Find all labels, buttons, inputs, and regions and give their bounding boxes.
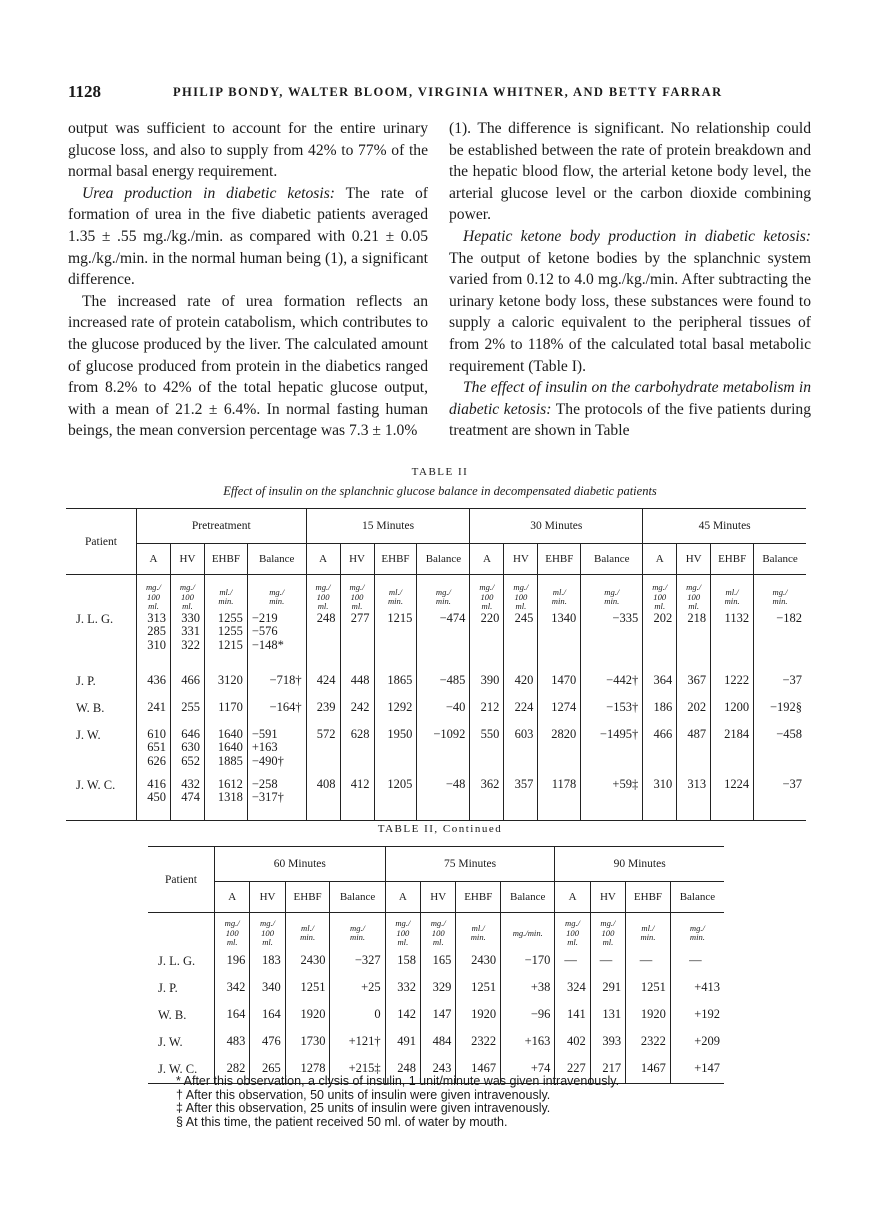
- table-cell: 248: [385, 1056, 420, 1084]
- table-cell: −327: [330, 948, 385, 975]
- column-header: A: [470, 544, 504, 575]
- table-cell: −458: [776, 726, 802, 741]
- section-heading: The effect of insulin on the carbohydrate metabolism in diabetic ketosis:: [449, 379, 811, 418]
- table-cell: 202: [643, 612, 677, 674]
- unit-label: ml./ min.: [538, 575, 581, 612]
- table-cell: 1340: [538, 612, 581, 674]
- unit-label: mg./ 100 ml.: [470, 575, 504, 612]
- table-cell: −1092: [417, 728, 470, 778]
- table-cell: 1215: [374, 612, 417, 674]
- table-cell: 1865: [374, 674, 417, 701]
- table-cell: 330 331 322: [170, 612, 204, 674]
- table-cell: 291: [590, 975, 625, 1002]
- patient-name: J. W.: [148, 1029, 215, 1056]
- column-header: Balance: [670, 882, 724, 913]
- table-cell: 1205: [374, 778, 417, 821]
- column-header: HV: [250, 882, 285, 913]
- group-header: 45 Minutes: [643, 509, 806, 544]
- table-cell: 362: [470, 778, 504, 821]
- column-header: HV: [590, 882, 625, 913]
- unit-label: mg./ min.: [247, 575, 306, 612]
- table-cell: 402: [555, 1029, 590, 1056]
- table-cell: −258 −317†: [247, 778, 306, 821]
- table-cell: 324: [555, 975, 590, 1002]
- column-header: A: [385, 882, 420, 913]
- table-cell: 432 474: [170, 778, 204, 821]
- table-row: [66, 674, 806, 701]
- table-cell: 282: [215, 1056, 250, 1084]
- unit-label: mg./ 100 ml.: [340, 575, 374, 612]
- table-cell: 243: [421, 1056, 456, 1084]
- table-cell: 242: [340, 701, 374, 728]
- table-cell: −182: [776, 610, 802, 625]
- table-cell: +413: [694, 980, 720, 995]
- table-cell: 367: [677, 674, 711, 701]
- table-cell: +38: [501, 975, 555, 1002]
- column-header: HV: [677, 544, 711, 575]
- table-title: Effect of insulin on the splanchnic glucose balance in decompensated diabetic patients: [223, 484, 657, 498]
- table-cell: −474: [417, 612, 470, 674]
- unit-label: mg./ min.: [330, 913, 385, 948]
- patient-name: J. W. C.: [148, 1056, 215, 1084]
- table-cell: −485: [417, 674, 470, 701]
- column-header: Balance: [501, 882, 555, 913]
- table-cell: 1920: [456, 1002, 501, 1029]
- column-header: Balance: [330, 882, 385, 913]
- table-cell: 420: [504, 674, 538, 701]
- table-cell: 2322: [456, 1029, 501, 1056]
- footnote: † After this observation, 50 units of insulin were given intravenously.: [176, 1087, 551, 1102]
- table-row: [66, 778, 806, 821]
- table-main: [66, 508, 806, 821]
- column-header: A: [555, 882, 590, 913]
- table-cell: 196: [215, 948, 250, 975]
- table-cell: 1920: [285, 1002, 330, 1029]
- table-row: [148, 948, 724, 975]
- table-row: [66, 728, 806, 778]
- table-cell: −219 −576 −148*: [247, 612, 306, 674]
- table-cell: 2430: [456, 948, 501, 975]
- table-cell: 147: [421, 1002, 456, 1029]
- patient-name: J. W. C.: [66, 778, 137, 821]
- table-cell: −170: [501, 948, 555, 975]
- table-cell: +25: [330, 975, 385, 1002]
- column-header: Balance: [581, 544, 643, 575]
- table-cell: 165: [421, 948, 456, 975]
- unit-label: mg./ 100 ml.: [677, 575, 711, 612]
- table-cell: 491: [385, 1029, 420, 1056]
- column-header: HV: [170, 544, 204, 575]
- table-cell: −37: [782, 672, 802, 687]
- table-cell: 1467: [456, 1056, 501, 1084]
- column-header: EHBF: [374, 544, 417, 575]
- table-cell: 424: [306, 674, 340, 701]
- column-header: EHBF: [456, 882, 501, 913]
- unit-label: mg./ min.: [772, 586, 788, 607]
- table-cell: 646 630 652: [170, 728, 204, 778]
- running-head-authors: PHILIP BONDY, WALTER BLOOM, VIRGINIA WHITNER, AND BETTY FARRAR: [173, 85, 723, 99]
- table-cell: 1132: [711, 612, 754, 674]
- column-header: A: [643, 544, 677, 575]
- table-cell: 218: [677, 612, 711, 674]
- table-cell: 217: [590, 1056, 625, 1084]
- table-cell: 466: [643, 728, 677, 778]
- table-cell: 164: [250, 1002, 285, 1029]
- table-cell: 628: [340, 728, 374, 778]
- spacer: [148, 913, 215, 948]
- table-cell: 183: [250, 948, 285, 975]
- table-cell: 1251: [456, 975, 501, 1002]
- table-cell: 1251: [626, 975, 671, 1002]
- table-label: TABLE II: [411, 466, 469, 478]
- group-header: 30 Minutes: [470, 509, 643, 544]
- table-cell: 1200: [711, 701, 754, 728]
- table-cell: 357: [504, 778, 538, 821]
- unit-label: ml./ min.: [374, 575, 417, 612]
- table-cell: 224: [504, 701, 538, 728]
- table-cell: 466: [170, 674, 204, 701]
- paragraph: output was sufficient to account for the entire urinary glucose loss, and also to supply from 42% to 77% of the normal basal energy requirement.: [68, 120, 428, 181]
- table-cell: 572: [306, 728, 340, 778]
- table-cell: 1170: [204, 701, 247, 728]
- table-cell: 142: [385, 1002, 420, 1029]
- footnote: ‡ After this observation, 25 units of insulin were given intravenously.: [176, 1101, 551, 1115]
- patient-name: J. L. G.: [66, 612, 137, 674]
- table-cell: —: [555, 948, 590, 975]
- group-header: 60 Minutes: [215, 847, 386, 882]
- column-header-patient: Patient: [148, 847, 215, 913]
- table-cell: 1640 1640 1885: [204, 728, 247, 778]
- table-cell: 390: [470, 674, 504, 701]
- group-header: 75 Minutes: [385, 847, 555, 882]
- table-cell: 245: [504, 612, 538, 674]
- paragraph: (1). The difference is significant. No relationship could be established between the rate of protein breakdown and the hepatic blood flow, the arterial ketone body level, the arterial glucose level or the carbon dioxide combining power.: [449, 120, 811, 224]
- unit-label: mg./min.: [501, 913, 555, 948]
- column-header: HV: [504, 544, 538, 575]
- table-row: [66, 612, 806, 674]
- table-cell: +74: [501, 1056, 555, 1084]
- table-cell: 416 450: [137, 778, 171, 821]
- table-cell: 1612 1318: [204, 778, 247, 821]
- unit-label: ml./ min.: [285, 913, 330, 948]
- table-cell: −40: [417, 701, 470, 728]
- section-heading: Urea production in diabetic ketosis:: [82, 184, 335, 202]
- footnote: * After this observation, a clysis of insulin, 1 unit/minute was given intravenously.: [176, 1074, 620, 1088]
- unit-label: mg./ 100 ml.: [215, 913, 250, 948]
- column-header: Balance: [417, 544, 470, 575]
- table-cell: 1222: [711, 674, 754, 701]
- table-cell: 550: [470, 728, 504, 778]
- table-cell: 364: [643, 674, 677, 701]
- column-header: EHBF: [711, 544, 754, 575]
- table-cell: −192§: [769, 699, 802, 714]
- patient-name: J. P.: [66, 674, 137, 701]
- patient-name: J. L. G.: [148, 948, 215, 975]
- table-cell: 1730: [285, 1029, 330, 1056]
- table-cell: —: [626, 948, 671, 975]
- table-cell: 1950: [374, 728, 417, 778]
- table-cell: 483: [215, 1029, 250, 1056]
- unit-label: mg./ 100 ml.: [250, 913, 285, 948]
- table-cell: 448: [340, 674, 374, 701]
- column-header: EHBF: [204, 544, 247, 575]
- table-cell: 131: [590, 1002, 625, 1029]
- table-cell: 2184: [711, 728, 754, 778]
- table-cell: 220: [470, 612, 504, 674]
- table-cell: −96: [501, 1002, 555, 1029]
- table-cell: 3120: [204, 674, 247, 701]
- table-cell: +192: [694, 1007, 720, 1022]
- section-heading: Hepatic ketone body production in diabetic ketosis:: [463, 227, 811, 245]
- column-header: A: [306, 544, 340, 575]
- column-header: HV: [421, 882, 456, 913]
- table-cell: −164†: [247, 701, 306, 728]
- table-cell: 476: [250, 1029, 285, 1056]
- table-continued-label: TABLE II, Continued: [377, 823, 503, 835]
- paragraph: The effect of insulin on the carbohydrate metabolism in diabetic ketosis: The protocols of the five patients during treatment are shown in Table: [449, 379, 811, 440]
- column-header: A: [137, 544, 171, 575]
- footnote: § At this time, the patient received 50 ml. of water by mouth.: [176, 1114, 508, 1129]
- table-cell: —: [689, 953, 702, 968]
- table-cell: 487: [677, 728, 711, 778]
- unit-label: mg./ min.: [581, 575, 643, 612]
- table-cell: 610 651 626: [137, 728, 171, 778]
- table-row: [66, 701, 806, 728]
- table-cell: −591 +163 −490†: [247, 728, 306, 778]
- unit-label: mg./ 100 ml.: [421, 913, 456, 948]
- patient-name: W. B.: [66, 701, 137, 728]
- table-cell: 313: [677, 778, 711, 821]
- table-cell: 2820: [538, 728, 581, 778]
- unit-label: mg./ 100 ml.: [137, 575, 171, 612]
- column-header: HV: [340, 544, 374, 575]
- column-header-patient: Patient: [66, 509, 137, 575]
- table-cell: 212: [470, 701, 504, 728]
- table-cell: 1274: [538, 701, 581, 728]
- unit-label: ml./ min.: [204, 575, 247, 612]
- table-cell: 0: [330, 1002, 385, 1029]
- table-row: [148, 1002, 724, 1029]
- table-cell: 1470: [538, 674, 581, 701]
- table-cell: 393: [590, 1029, 625, 1056]
- column-header: A: [215, 882, 250, 913]
- spacer: [66, 575, 137, 612]
- group-header: 15 Minutes: [306, 509, 470, 544]
- table-cell: +59‡: [581, 778, 643, 821]
- table-cell: 186: [643, 701, 677, 728]
- table-cell: −1495†: [581, 728, 643, 778]
- unit-label: mg./ 100 ml.: [306, 575, 340, 612]
- table-cell: 255: [170, 701, 204, 728]
- table-cell: —: [590, 948, 625, 975]
- unit-label: ml./ min.: [626, 913, 671, 948]
- table-cell: 1278: [285, 1056, 330, 1084]
- unit-label: mg./ min.: [689, 922, 705, 943]
- table-cell: +209: [694, 1034, 720, 1049]
- table-cell: 277: [340, 612, 374, 674]
- table-cell: 408: [306, 778, 340, 821]
- table-cell: 248: [306, 612, 340, 674]
- table-cell: 484: [421, 1029, 456, 1056]
- table-cell: 2322: [626, 1029, 671, 1056]
- table-cell: −153†: [581, 701, 643, 728]
- table-cell: 310: [643, 778, 677, 821]
- column-header: EHBF: [538, 544, 581, 575]
- column-header: EHBF: [626, 882, 671, 913]
- table-cell: −48: [417, 778, 470, 821]
- table-cell: 603: [504, 728, 538, 778]
- table-cell: 202: [677, 701, 711, 728]
- table-cell: −442†: [581, 674, 643, 701]
- table-cell: 1255 1255 1215: [204, 612, 247, 674]
- right-column: [449, 118, 811, 442]
- group-header: 90 Minutes: [555, 847, 724, 882]
- table-cell: 1920: [626, 1002, 671, 1029]
- table-cell: 1292: [374, 701, 417, 728]
- table-cell: 313 285 310: [137, 612, 171, 674]
- table-cell: 329: [421, 975, 456, 1002]
- table-cell: 241: [137, 701, 171, 728]
- page-header: [68, 82, 812, 106]
- patient-name: J. W.: [66, 728, 137, 778]
- table-cell: +163: [501, 1029, 555, 1056]
- table-row: [148, 1029, 724, 1056]
- column-header: Balance: [247, 544, 306, 575]
- page-number: 1128: [68, 82, 102, 101]
- table-cell: +147: [670, 1056, 724, 1084]
- table-cell: +215‡: [330, 1056, 385, 1084]
- table-cell: −37: [754, 778, 806, 821]
- unit-label: ml./ min.: [711, 575, 754, 612]
- paragraph: Hepatic ketone body production in diabetic ketosis: The output of ketone bodies by the splanchnic system varied from 0.12 to 4.0 mg./kg./min. After subtracting the urinary ketone body loss, these substances were found to supply a caloric equivalent to the peripheral tissues of from 2% to 118% of the calculated total basal metabolic requirement (Table I).: [449, 227, 811, 375]
- patient-name: J. P.: [148, 975, 215, 1002]
- table-cell: 1467: [626, 1056, 671, 1084]
- unit-label: ml./ min.: [456, 913, 501, 948]
- table-cell: 1251: [285, 975, 330, 1002]
- unit-label: mg./ 100 ml.: [555, 913, 590, 948]
- paragraph: The increased rate of urea formation reflects an increased rate of protein catabolism, which contributes to the glucose produced by the liver. The calculated amount of glucose produced from protein in the diabetics ranged from 8.2% to 42% of the total hepatic glucose output, with a mean of 21.2 ± 6.4%. In normal fasting human beings, the mean conversion percentage was 7.3 ± 1.0%: [68, 292, 428, 440]
- unit-label: mg./ 100 ml.: [504, 575, 538, 612]
- paragraph: Urea production in diabetic ketosis: The rate of formation of urea in the five diabetic patients averaged 1.35 ± .55 mg./kg./min. as compared with 0.21 ± 0.05 mg./kg./min. in the normal human being (1), a significant difference.: [68, 184, 428, 289]
- table-cell: 436: [137, 674, 171, 701]
- table-cell: 1178: [538, 778, 581, 821]
- table-cell: +121†: [330, 1029, 385, 1056]
- table-cell: 2430: [285, 948, 330, 975]
- table-continued: [148, 846, 724, 1084]
- table-cell: 1224: [711, 778, 754, 821]
- unit-label: mg./ 100 ml.: [385, 913, 420, 948]
- table-cell: 227: [555, 1056, 590, 1084]
- group-header: Pretreatment: [137, 509, 307, 544]
- table-cell: −335: [581, 612, 643, 674]
- unit-label: mg./ min.: [417, 575, 470, 612]
- table-row: [148, 975, 724, 1002]
- left-column: [68, 118, 428, 442]
- table-cell: 164: [215, 1002, 250, 1029]
- unit-label: mg./ 100 ml.: [643, 575, 677, 612]
- table-cell: 141: [555, 1002, 590, 1029]
- table-cell: 239: [306, 701, 340, 728]
- patient-name: W. B.: [148, 1002, 215, 1029]
- column-header: Balance: [754, 544, 806, 575]
- table-cell: 265: [250, 1056, 285, 1084]
- table-cell: 340: [250, 975, 285, 1002]
- unit-label: mg./ 100 ml.: [170, 575, 204, 612]
- table-cell: 412: [340, 778, 374, 821]
- table-cell: −718†: [247, 674, 306, 701]
- table-cell: 342: [215, 975, 250, 1002]
- table-footnotes: [176, 1075, 619, 1129]
- column-header: EHBF: [285, 882, 330, 913]
- table-cell: 332: [385, 975, 420, 1002]
- table-cell: 158: [385, 948, 420, 975]
- unit-label: mg./ 100 ml.: [590, 913, 625, 948]
